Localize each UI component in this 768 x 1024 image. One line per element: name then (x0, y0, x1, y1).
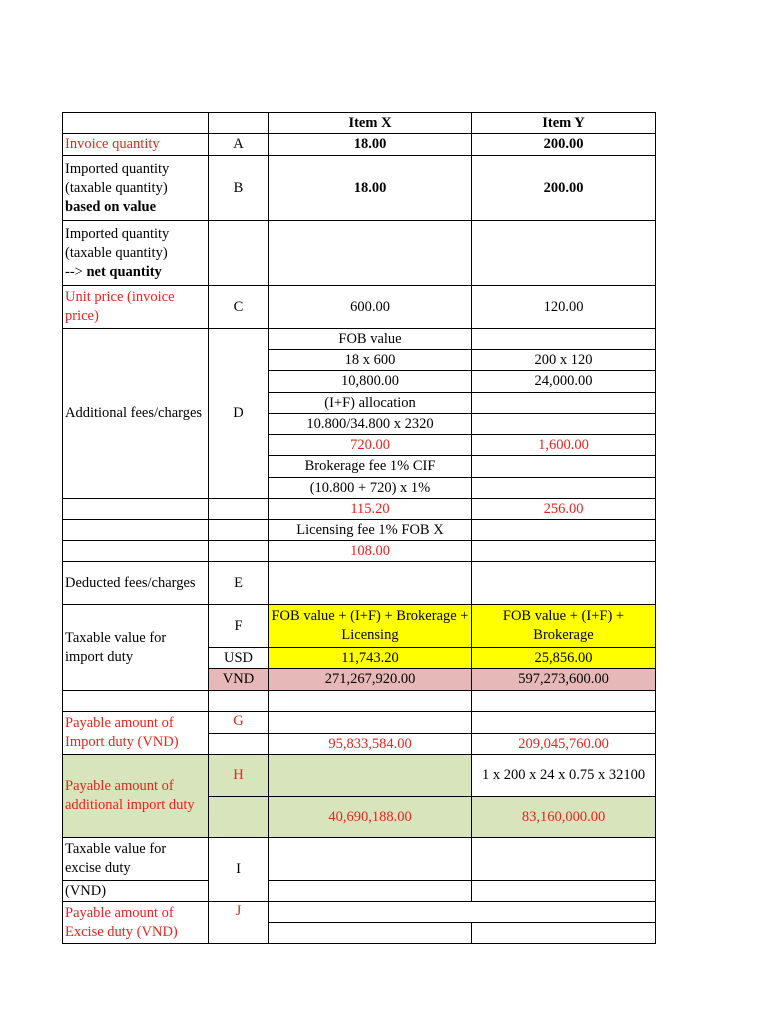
arrow-text: --> (65, 263, 83, 280)
table-row (63, 691, 656, 712)
fob-value-y: 24,000.00 (472, 371, 656, 393)
empty-cell (472, 221, 656, 286)
fob-calc-y: 200 x 120 (472, 350, 656, 371)
empty-cell (472, 414, 656, 435)
invoice-quantity-y: 200.00 (472, 134, 656, 156)
empty-cell (209, 797, 269, 838)
taxable-usd-y: 25,856.00 (472, 648, 656, 669)
taxable-usd-x: 11,743.20 (269, 648, 472, 669)
label-line: (taxable quantity) (65, 179, 168, 196)
empty-cell (209, 541, 269, 562)
empty-cell (472, 923, 656, 944)
row-code-h: H (209, 755, 269, 797)
empty-cell (472, 456, 656, 478)
brokerage-calc-x: (10.800 + 720) x 1% (269, 478, 472, 499)
row-code-a: A (209, 134, 269, 156)
empty-cell (63, 691, 209, 712)
currency-usd-label: USD (209, 648, 269, 669)
unit-price-label: Unit price (invoice price) (63, 286, 209, 329)
taxable-vnd-y: 597,273,600.00 (472, 669, 656, 691)
brokerage-y: 256.00 (472, 499, 656, 520)
taxable-value-import-label: Taxable value for import duty (63, 605, 209, 691)
empty-cell (209, 499, 269, 520)
currency-vnd-label: VND (209, 669, 269, 691)
taxable-vnd-x: 271,267,920.00 (269, 669, 472, 691)
empty-cell (269, 221, 472, 286)
import-tax-table (62, 112, 656, 944)
table-row (63, 712, 656, 734)
if-allocation-header: (I+F) allocation (269, 393, 472, 414)
label-line: (taxable quantity) (65, 244, 168, 261)
table-row (63, 520, 656, 541)
empty-cell (472, 881, 656, 902)
row-code-d: D (209, 329, 269, 499)
if-calc-x: 10.800/34.800 x 2320 (269, 414, 472, 435)
table-row (63, 605, 656, 648)
table-row (63, 541, 656, 562)
deducted-fees-label: Deducted fees/charges (63, 562, 209, 605)
label-line: Imported quantity (65, 160, 170, 177)
table-row (63, 881, 656, 902)
additional-import-duty-label: Payable amount of additional import duty (63, 755, 209, 838)
fob-value-x: 10,800.00 (269, 371, 472, 393)
additional-duty-calc-y: 1 x 200 x 24 x 0.75 x 32100 (472, 755, 656, 797)
header-row (63, 113, 656, 134)
empty-cell (472, 329, 656, 350)
empty-cell (269, 838, 472, 881)
invoice-quantity-label: Invoice quantity (63, 134, 209, 156)
brokerage-header: Brokerage fee 1% CIF (269, 456, 472, 478)
invoice-quantity-x: 18.00 (269, 134, 472, 156)
row-code-c: C (209, 286, 269, 329)
row-code-e: E (209, 562, 269, 605)
table-row (63, 156, 656, 221)
header-item-y: Item Y (472, 113, 656, 134)
import-duty-y: 209,045,760.00 (472, 734, 656, 755)
empty-cell (209, 734, 269, 755)
excise-duty-label: Payable amount of Excise duty (VND) (63, 902, 209, 944)
row-code-b: B (209, 156, 269, 221)
table-row (63, 499, 656, 520)
empty-cell (472, 520, 656, 541)
empty-cell (209, 691, 269, 712)
empty-cell (269, 902, 656, 923)
empty-cell (472, 478, 656, 499)
net-quantity-text: net quantity (86, 263, 162, 280)
empty-cell (63, 541, 209, 562)
unit-price-y: 120.00 (472, 286, 656, 329)
table-row (63, 902, 656, 923)
empty-cell (472, 393, 656, 414)
taxable-value-excise-unit: (VND) (63, 881, 209, 902)
empty-cell (269, 923, 472, 944)
import-duty-label: Payable amount of Import duty (VND) (63, 712, 209, 755)
row-code-i: I (209, 838, 269, 902)
table-row (63, 286, 656, 329)
empty-cell (472, 712, 656, 734)
additional-duty-x: 40,690,188.00 (269, 797, 472, 838)
taxable-value-excise-label: Taxable value for excise duty (63, 838, 209, 881)
fob-calc-x: 18 x 600 (269, 350, 472, 371)
additional-duty-y: 83,160,000.00 (472, 797, 656, 838)
table-row (63, 562, 656, 605)
row-code-g: G (209, 712, 269, 734)
empty-cell (209, 520, 269, 541)
if-allocation-x: 720.00 (269, 435, 472, 456)
empty-cell (269, 712, 472, 734)
empty-cell (269, 755, 472, 797)
label-line (65, 263, 206, 282)
imported-quantity-value-label (63, 156, 209, 221)
taxable-formula-y: FOB value + (I+F) + Brokerage (472, 605, 656, 648)
empty-cell (269, 881, 472, 902)
imported-quantity-y: 200.00 (472, 156, 656, 221)
taxable-formula-x: FOB value + (I+F) + Brokerage + Licensing (269, 605, 472, 648)
empty-cell (63, 499, 209, 520)
fob-value-header: FOB value (269, 329, 472, 350)
empty-cell (63, 520, 209, 541)
header-item-x: Item X (269, 113, 472, 134)
table-row (63, 221, 656, 286)
if-allocation-y: 1,600.00 (472, 435, 656, 456)
licensing-x: 108.00 (269, 541, 472, 562)
header-empty-cell (63, 113, 209, 134)
table-row (63, 329, 656, 350)
empty-cell (472, 541, 656, 562)
licensing-header: Licensing fee 1% FOB X (269, 520, 472, 541)
empty-cell (269, 562, 472, 605)
unit-price-x: 600.00 (269, 286, 472, 329)
imported-quantity-x: 18.00 (269, 156, 472, 221)
empty-cell (269, 691, 472, 712)
row-code-j: J (209, 902, 269, 944)
empty-cell (472, 691, 656, 712)
import-duty-x: 95,833,584.00 (269, 734, 472, 755)
label-line: Imported quantity (65, 225, 170, 242)
label-line-bold: based on value (65, 198, 157, 215)
table-row (63, 134, 656, 156)
additional-fees-label: Additional fees/charges (63, 329, 209, 499)
table-row (63, 755, 656, 797)
empty-cell (472, 838, 656, 881)
empty-cell (209, 221, 269, 286)
empty-cell (472, 562, 656, 605)
table-row (63, 838, 656, 881)
imported-quantity-net-label (63, 221, 209, 286)
row-code-f: F (209, 605, 269, 648)
brokerage-x: 115.20 (269, 499, 472, 520)
header-empty-code-cell (209, 113, 269, 134)
